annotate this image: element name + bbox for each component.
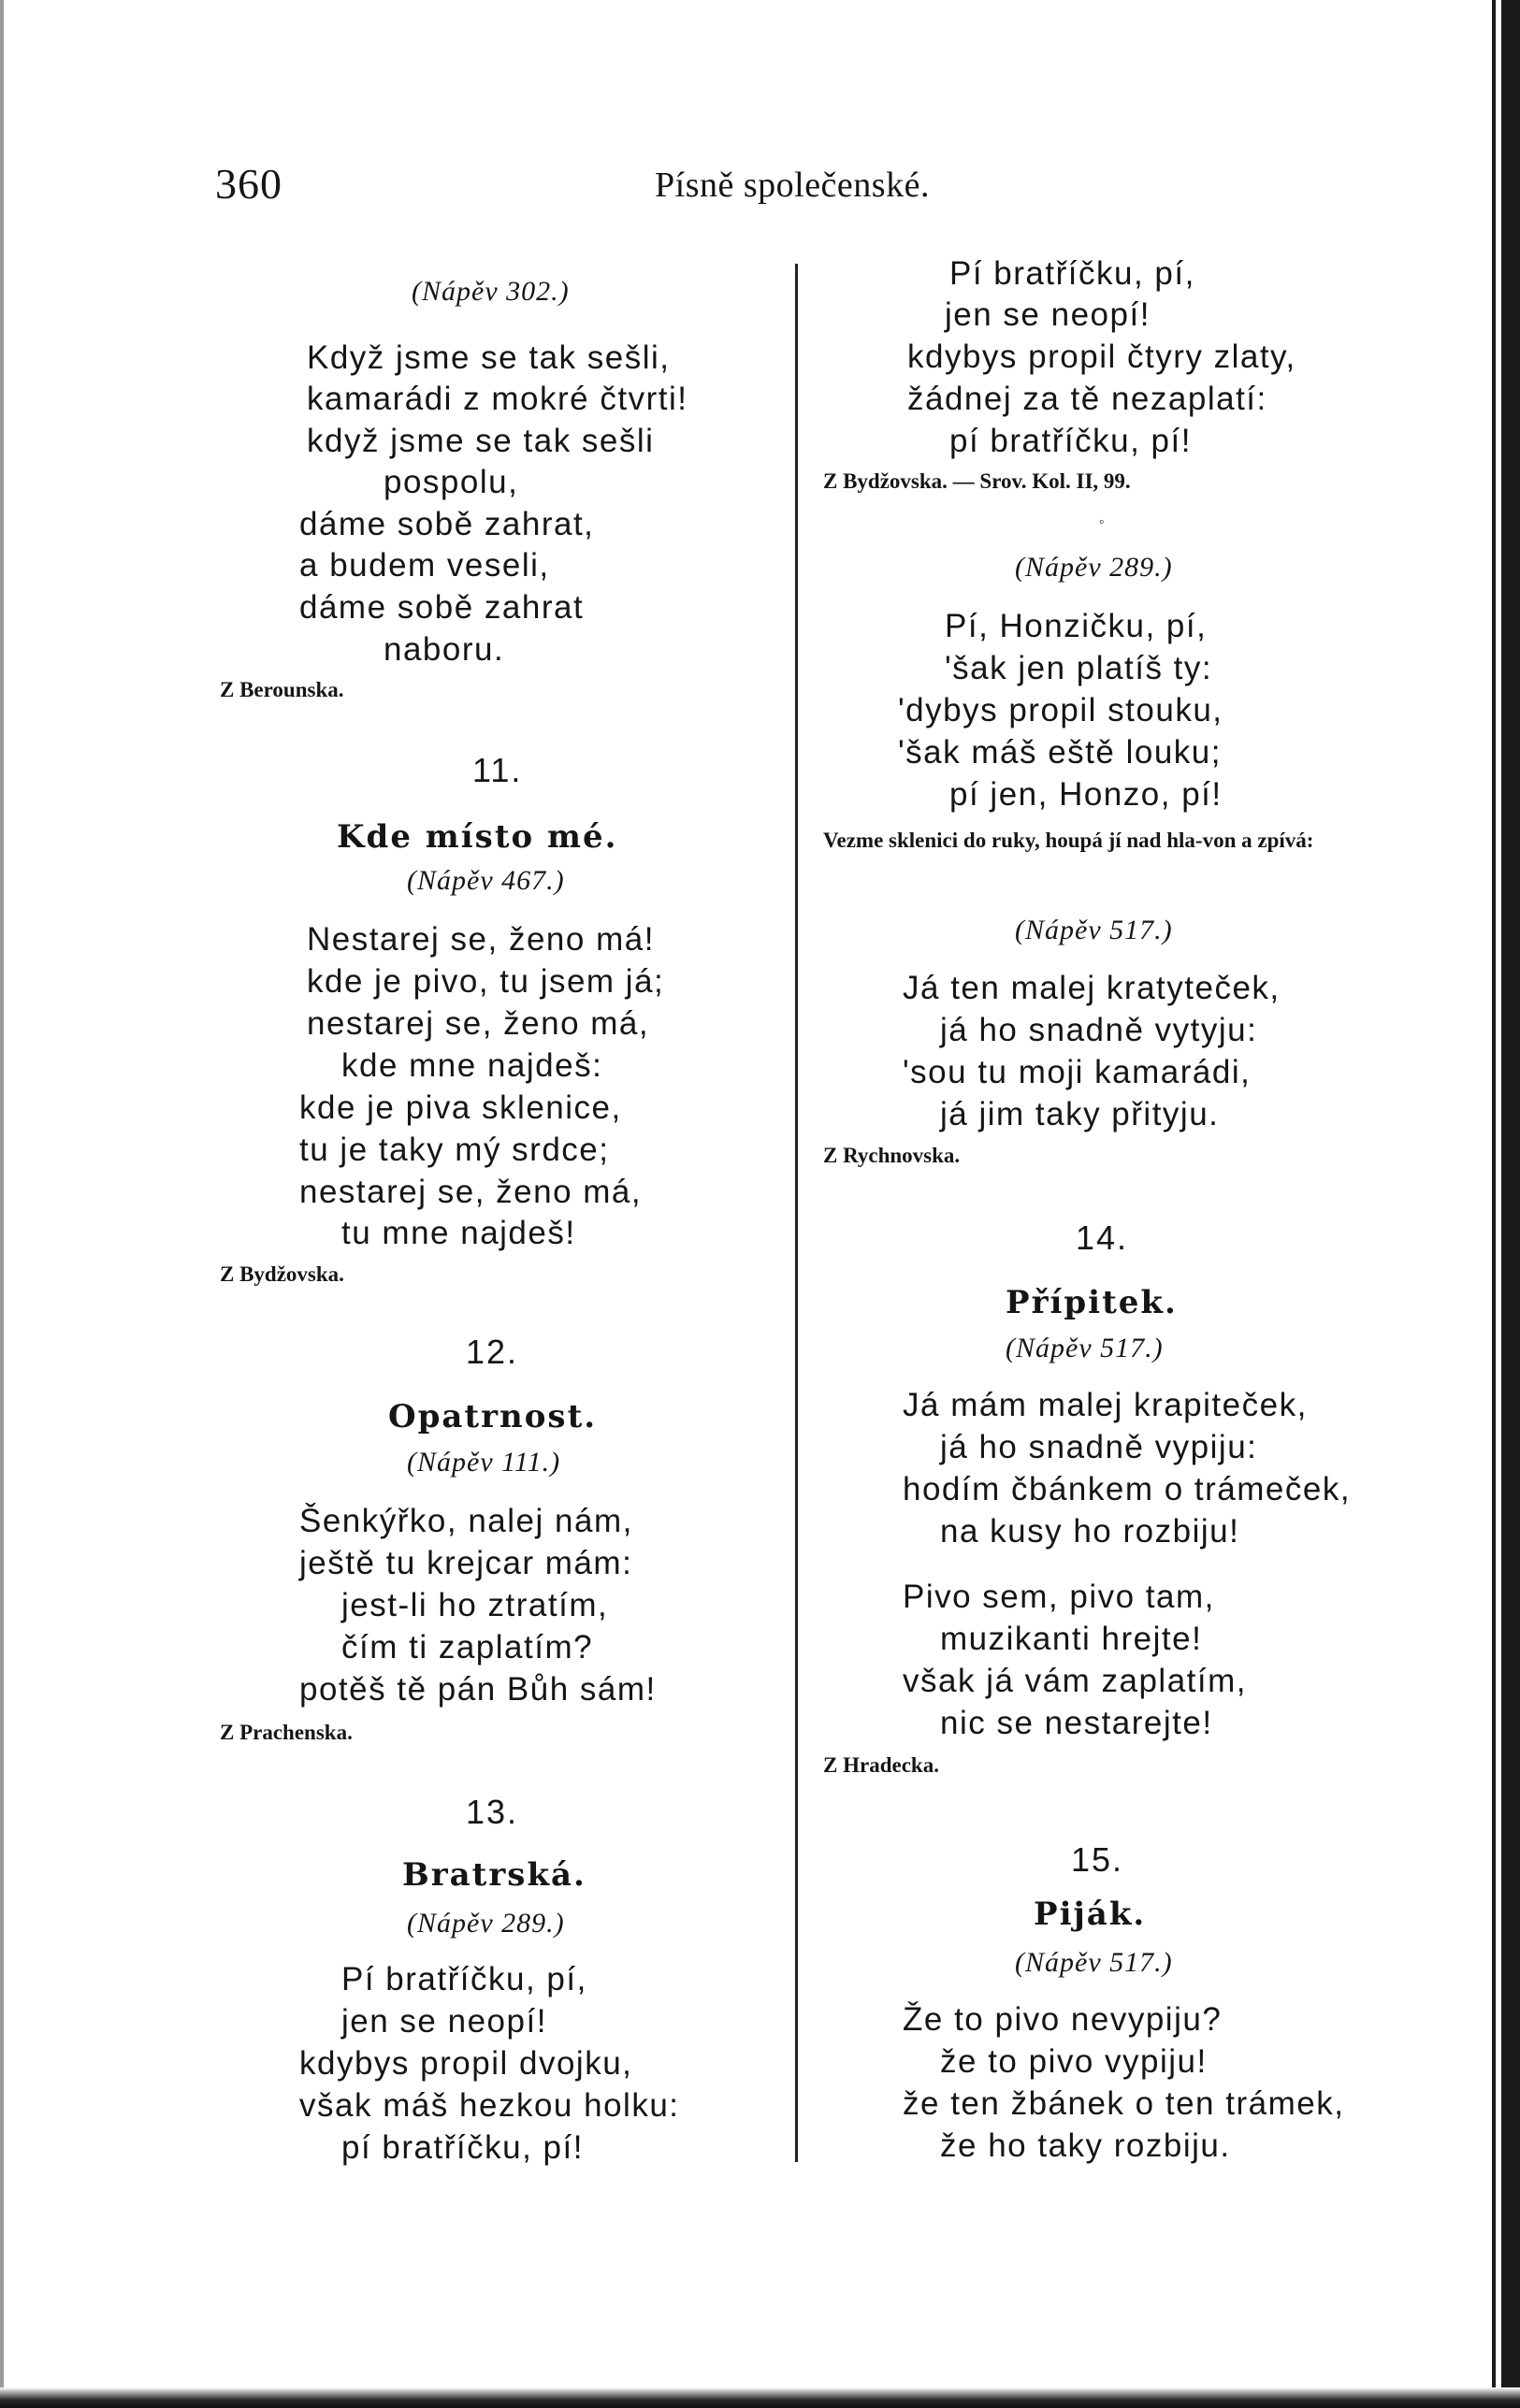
verse-line: že ho taky rozbiju.: [940, 2127, 1231, 2164]
verse-line: nic se nestarejte!: [940, 1705, 1213, 1741]
source-note: Z Bydžovska.: [220, 1262, 344, 1286]
verse-line: na kusy ho rozbiju!: [940, 1513, 1240, 1550]
performance-instruction: Vezme sklenici do ruky, houpá jí nad hla-von a zpívá:: [823, 829, 1314, 852]
verse-line: jen se neopí!: [945, 296, 1151, 333]
column-divider: [795, 264, 798, 2162]
verse-line: jest-li ho ztratím,: [341, 1587, 609, 1623]
verse-line: však máš hezkou holku:: [299, 2087, 680, 2124]
song-number: 12.: [466, 1333, 519, 1371]
verse-line: pí jen, Honzo, pí!: [949, 776, 1223, 813]
napev-reference: (Nápěv 302.): [412, 276, 570, 307]
verse-line: Pivo sem, pivo tam,: [903, 1579, 1215, 1615]
verse-line: však já vám zaplatím,: [903, 1663, 1247, 1699]
verse-line: žádnej za tě nezaplatí:: [907, 381, 1267, 417]
verse-line: Já mám malej krapiteček,: [903, 1387, 1308, 1423]
verse-line: Když jsme se tak sešli,: [307, 339, 671, 376]
section-bullet: ◦: [1099, 514, 1105, 530]
verse-line: kde je piva sklenice,: [299, 1089, 622, 1126]
song-title: Bratrská.: [402, 1856, 586, 1894]
verse-line: pí bratříčku, pí!: [341, 2129, 584, 2166]
verse-line: potěš tě pán Bůh sám!: [299, 1671, 657, 1708]
verse-line: nestarej se, ženo má,: [299, 1174, 643, 1210]
song-title: Opatrnost.: [388, 1398, 598, 1435]
verse-line: kdybys propil dvojku,: [299, 2045, 633, 2082]
page-number: 360: [215, 160, 282, 208]
song-title: Piják.: [1034, 1896, 1147, 1933]
scan-edge-left: [0, 0, 4, 2408]
verse-line: že ten žbánek o ten trámek,: [903, 2085, 1345, 2122]
verse-line: naboru.: [384, 631, 505, 668]
verse-line: Pí, Honzičku, pí,: [945, 608, 1208, 644]
source-note: Z Berounska.: [220, 678, 344, 701]
verse-line: a budem veseli,: [299, 547, 550, 584]
verse-line: dáme sobě zahrat: [299, 589, 585, 626]
verse-line: kde mne najdeš:: [341, 1047, 603, 1084]
verse-line: Nestarej se, ženo má!: [307, 921, 655, 958]
verse-line: Šenkýřko, nalej nám,: [299, 1503, 633, 1539]
verse-line: Že to pivo nevypiju?: [903, 2001, 1223, 2038]
song-number: 13.: [466, 1793, 519, 1831]
verse-line: 'šak jen platíš ty:: [945, 650, 1213, 686]
verse-line: když jsme se tak sešli: [307, 423, 655, 459]
verse-line: tu je taky mý srdce;: [299, 1132, 610, 1168]
verse-line: Já ten malej kratyteček,: [903, 970, 1281, 1006]
verse-line: já ho snadně vypiju:: [940, 1429, 1258, 1465]
verse-line: čím ti zaplatím?: [341, 1629, 594, 1665]
verse-line: kdybys propil čtyry zlaty,: [907, 339, 1296, 375]
source-note: Z Hradecka.: [823, 1753, 939, 1777]
source-note: Z Prachenska.: [220, 1721, 353, 1744]
verse-line: kde je pivo, tu jsem já;: [307, 963, 665, 1000]
verse-line: dáme sobě zahrat,: [299, 506, 595, 542]
song-number: 11.: [472, 751, 523, 789]
scan-edge-right: [1492, 0, 1520, 2408]
napev-reference: (Nápěv 517.): [1015, 1947, 1173, 1978]
song-title: Kde místo mé.: [337, 818, 618, 856]
napev-reference: (Nápěv 111.): [407, 1447, 561, 1478]
source-note: Z Rychnovska.: [823, 1144, 961, 1167]
napev-reference: (Nápěv 289.): [407, 1908, 565, 1939]
verse-line: Pí bratříčku, pí,: [341, 1961, 587, 1997]
verse-line: já ho snadně vytyju:: [940, 1012, 1258, 1048]
verse-line: já jim taky přityju.: [940, 1096, 1220, 1132]
song-number: 15.: [1071, 1840, 1124, 1879]
verse-line: 'šak máš eště louku;: [898, 734, 1222, 771]
verse-line: hodím čbánkem o trámeček,: [903, 1471, 1352, 1507]
page-header: [215, 159, 963, 215]
napev-reference: (Nápěv 517.): [1015, 915, 1173, 945]
verse-line: jen se neopí!: [341, 2003, 547, 2040]
verse-line: pí bratříčku, pí!: [949, 423, 1192, 459]
napev-reference: (Nápěv 289.): [1015, 552, 1173, 583]
verse-line: nestarej se, ženo má,: [307, 1005, 650, 1042]
napev-reference: (Nápěv 467.): [407, 865, 565, 896]
scan-edge-bottom: [0, 2387, 1520, 2408]
running-head: Písně společenské.: [655, 166, 930, 205]
verse-line: ještě tu krejcar mám:: [299, 1545, 633, 1581]
napev-reference: (Nápěv 517.): [1006, 1333, 1164, 1363]
song-number: 14.: [1076, 1218, 1129, 1257]
verse-line: tu mne najdeš!: [341, 1215, 576, 1251]
verse-line: 'sou tu moji kamarádi,: [903, 1054, 1252, 1090]
verse-line: Pí bratříčku, pí,: [949, 255, 1195, 292]
verse-line: 'dybys propil stouku,: [898, 692, 1223, 728]
verse-line: pospolu,: [384, 464, 519, 500]
source-note: Z Bydžovska. — Srov. Kol. II, 99.: [823, 469, 1131, 493]
verse-line: že to pivo vypiju!: [940, 2043, 1208, 2080]
verse-line: muzikanti hrejte!: [940, 1621, 1203, 1657]
song-title: Přípitek.: [1006, 1284, 1178, 1321]
verse-line: kamarádi z mokré čtvrti!: [307, 381, 688, 417]
scan-edge-inner: [1496, 0, 1501, 2408]
